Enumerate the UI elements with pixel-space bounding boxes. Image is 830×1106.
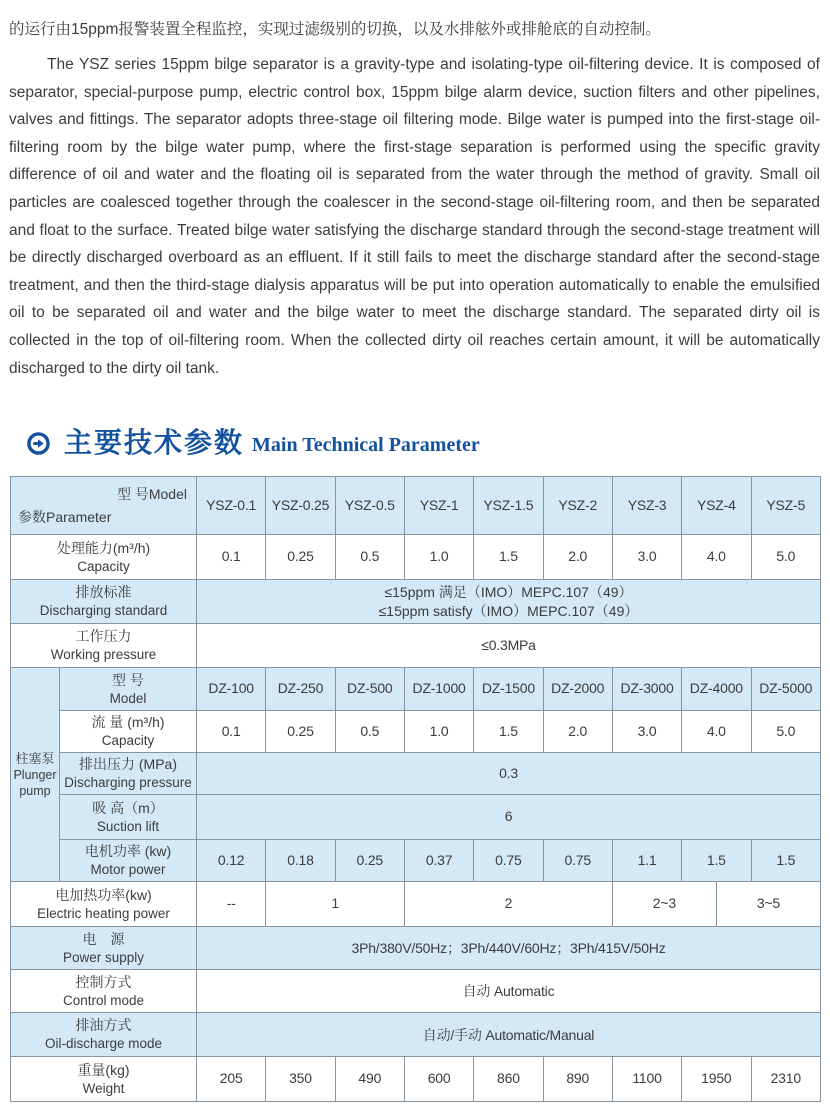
corner-cell: [11, 477, 197, 535]
row-label-en: Discharging standard: [39, 603, 168, 619]
value-cell: [751, 711, 821, 753]
value: 205: [219, 1070, 243, 1087]
row-label-cn: 电 源: [82, 930, 125, 947]
model-header-cell: [335, 477, 404, 535]
row-label-cn: 排油方式: [75, 1017, 132, 1034]
value: 860: [497, 1070, 520, 1087]
table-row-pump-pressure: [11, 753, 821, 795]
value: ≤0.3MPa: [481, 636, 536, 653]
intro-paragraph-cn: 的运行由15ppm报警装置全程监控，实现过滤级别的切换，以及水排舷外或排舱底的自动控制。: [9, 21, 661, 38]
value: DZ-1000: [412, 680, 466, 697]
row-label-en: Power supply: [62, 949, 145, 965]
value-cell: [543, 840, 612, 882]
value-cell: [751, 1057, 821, 1102]
value: 1.5: [776, 851, 796, 868]
value-cell: [474, 535, 543, 580]
value-cell: [335, 840, 404, 882]
value-cell: [612, 711, 681, 753]
row-label-en: Suction lift: [96, 818, 160, 834]
table-row-pump-model: [11, 668, 821, 711]
value: 490: [358, 1070, 382, 1087]
merged-value-cell: [197, 580, 821, 624]
table-row-control-mode: [11, 970, 821, 1013]
value: DZ-5000: [759, 680, 813, 697]
merged-value-cell: [197, 1013, 821, 1057]
table-row-capacity: [11, 535, 821, 580]
row-label-en: Working pressure: [50, 647, 157, 663]
value: 自动/手动 Automatic/Manual: [422, 1026, 595, 1043]
value: 890: [566, 1070, 590, 1087]
value-cell: [682, 840, 751, 882]
value-cell: [266, 535, 335, 580]
value-cell: [404, 535, 473, 580]
table-row-pump-capacity: [11, 711, 821, 753]
row-label: [11, 970, 197, 1013]
value: 1.0: [429, 548, 449, 565]
value-cell: [197, 840, 266, 882]
model-name: YSZ-2: [558, 496, 598, 513]
row-label-en: Oil-discharge mode: [44, 1036, 163, 1052]
row-label-en: Motor power: [90, 862, 166, 878]
standard-value-cn: ≤15ppm 满足（IMO）MEPC.107（49）: [384, 583, 633, 600]
value-cell: [751, 668, 821, 711]
pump-section-cn: 柱塞泵: [15, 751, 55, 767]
value-cell: [266, 882, 405, 927]
value: --: [226, 895, 236, 912]
row-label: [11, 535, 197, 580]
value-cell: [335, 1057, 404, 1102]
value: 3Ph/380V/50Hz；3Ph/440V/60Hz；3Ph/415V/50Hz: [351, 940, 666, 957]
row-label: [60, 753, 197, 795]
value-cell: [612, 1057, 681, 1102]
value: 600: [427, 1070, 451, 1087]
value: 0.1: [221, 548, 241, 565]
value-cell: [682, 711, 751, 753]
merged-value-cell: [197, 970, 821, 1013]
value: 2310: [770, 1070, 801, 1087]
model-header-cell: [404, 477, 473, 535]
model-header-cell: [197, 477, 266, 535]
pump-section-en: Plunger pump: [13, 768, 57, 799]
corner-label-model: 型 号Model: [116, 486, 187, 503]
value-cell: [474, 668, 543, 711]
value: 2.0: [568, 548, 588, 565]
intro-paragraph-en: The YSZ series 15ppm bilge separator is a gravity-type and isolating-type oil-filtering device. It is composed of separator, special-purpose pump, electric control box, 15ppm bilge alarm device, suction filters and other pipelines, valves and fittings. The separator adopts three-stage oil filtering mode. Bilge water is pumped into the first-stage oil-filtering room by the bilge water pump, where the first-stage separation is performed using the specific gravity difference of oil and water and the floating oil is separated from the water through the method of gravity. Small oil particles are coalesced together through the coalescer in the second-stage oil-filtering room, and then be separated and float to the surface. Treated bilge water satisfying the discharge standard through the second-stage treatment will be directly discharged overboard as an effluent. If it still fails to meet the discharge standard after the second-stage treatment, and then the third-stage dialysis apparatus will be put into operation automatically to enable the emulsified oil to be separated oil and water and the bilge water to meet the discharge standard. The separated dirty oil is collected in the top of oil-filtering room. When the collected dirty oil reaches certain amount, it will be automatically discharged to the dirty oil tank.: [9, 56, 820, 377]
model-name: YSZ-5: [766, 496, 806, 513]
table-row-power-supply: [11, 927, 821, 970]
row-label: [60, 840, 197, 882]
value-cell: [682, 1057, 751, 1102]
value: 350: [289, 1070, 312, 1087]
value: 2.0: [568, 722, 588, 739]
row-label-cn: 排放标准: [75, 584, 132, 601]
value: 5.0: [776, 722, 796, 739]
value-cell: [682, 535, 751, 580]
value: 0.25: [287, 548, 314, 565]
value: 4.0: [706, 722, 726, 739]
value: 0.18: [287, 851, 314, 868]
value-cell: [751, 840, 821, 882]
value-cell: [335, 535, 404, 580]
value: DZ-1500: [481, 680, 535, 697]
table-row-electric-heating: [11, 882, 821, 927]
row-label-cn: 型 号: [112, 671, 144, 688]
value: 1: [331, 895, 339, 912]
value-cell: [266, 1057, 335, 1102]
merged-value-cell: [197, 624, 821, 668]
value-cell: [612, 882, 716, 927]
row-label: [60, 795, 197, 840]
arrow-circle-icon: [27, 432, 50, 455]
table-row-suction-lift: [11, 795, 821, 840]
value: 3~5: [756, 895, 780, 912]
value-cell: [716, 882, 820, 927]
row-label-cn: 电机功率 (kw): [84, 843, 172, 860]
value-cell: [751, 535, 821, 580]
value-cell: [404, 1057, 473, 1102]
model-name: YSZ-1.5: [483, 496, 534, 513]
value: 1.5: [498, 548, 518, 565]
value: 0.5: [360, 722, 380, 739]
value: 1.0: [429, 722, 449, 739]
section-title-en: Main Technical Parameter: [252, 433, 480, 456]
row-label-cn: 控制方式: [75, 973, 132, 990]
value: 2~3: [652, 895, 676, 912]
value: 1.5: [498, 722, 518, 739]
standard-value-en: ≤15ppm satisfy（IMO）MEPC.107（49）: [378, 602, 639, 619]
value: 3.0: [637, 548, 657, 565]
row-label-cn: 电加热功率(kw): [55, 886, 152, 903]
row-label-cn: 流 量 (m³/h): [91, 714, 165, 731]
value: DZ-3000: [620, 680, 674, 697]
value: 4.0: [706, 548, 726, 565]
value-cell: [266, 668, 335, 711]
row-label-en: Electric heating power: [37, 905, 170, 921]
value-cell: [197, 535, 266, 580]
row-label-cn: 处理能力(m³/h): [56, 539, 151, 556]
value: 0.75: [495, 851, 522, 868]
value: 1.1: [637, 851, 657, 868]
section-heading: [27, 428, 820, 458]
model-header-cell: [266, 477, 335, 535]
row-label-cn: 重量(kg): [77, 1061, 130, 1078]
value: DZ-4000: [689, 680, 743, 697]
row-label: [11, 624, 197, 668]
value-cell: [335, 711, 404, 753]
row-label-en: Control mode: [62, 992, 145, 1008]
value: 2: [504, 895, 513, 912]
merged-value-cell: [197, 753, 821, 795]
row-label-cn: 吸 高（m）: [92, 799, 164, 816]
value-cell: [197, 668, 266, 711]
value-cell: [612, 840, 681, 882]
value: 0.1: [221, 722, 241, 739]
value: 0.25: [356, 851, 383, 868]
row-label: [11, 1013, 197, 1057]
value: 自动 Automatic: [462, 983, 555, 1000]
merged-value-cell: [197, 795, 821, 840]
row-label-en: Model: [109, 690, 147, 706]
merged-value-cell: [197, 927, 821, 970]
value: 0.75: [564, 851, 591, 868]
value-cell: [335, 668, 404, 711]
row-label: [60, 668, 197, 711]
model-name: YSZ-1: [419, 496, 459, 513]
value: DZ-100: [208, 680, 254, 697]
table-row-motor-power: [11, 840, 821, 882]
model-header-cell: [751, 477, 821, 535]
value-cell: [266, 711, 335, 753]
table-row-models: [11, 477, 821, 535]
value-cell: [404, 882, 612, 927]
model-header-cell: [682, 477, 751, 535]
value-cell: [197, 1057, 266, 1102]
table-row-oil-discharge: [11, 1013, 821, 1057]
value: DZ-250: [277, 680, 324, 697]
row-label-cn: 工作压力: [75, 628, 132, 645]
row-label-en: Discharging pressure: [64, 775, 192, 791]
model-name: YSZ-0.1: [206, 496, 257, 513]
model-header-cell: [474, 477, 543, 535]
value: 1950: [701, 1070, 732, 1087]
model-header-cell: [612, 477, 681, 535]
value: 0.3: [499, 764, 518, 781]
table-row-discharging-standard: [11, 580, 821, 624]
value: 0.37: [425, 851, 453, 868]
value-cell: [266, 840, 335, 882]
value-cell: [404, 840, 473, 882]
parameters-table: [10, 476, 821, 1102]
value-cell: [404, 668, 473, 711]
value-cell: [197, 711, 266, 753]
row-label: [11, 1057, 197, 1102]
value-cell: [612, 535, 681, 580]
value: DZ-500: [347, 680, 393, 697]
value-cell: [612, 668, 681, 711]
model-name: YSZ-0.5: [344, 496, 395, 513]
pump-section-label: [11, 668, 60, 882]
table-row-working-pressure: [11, 624, 821, 668]
row-label-cn: 排出压力 (MPa): [79, 756, 177, 773]
value-cell: [543, 535, 612, 580]
row-label-en: Capacity: [77, 558, 130, 574]
value-cell: [474, 840, 543, 882]
value: 1100: [632, 1070, 662, 1087]
value: 0.5: [360, 548, 380, 565]
model-header-cell: [543, 477, 612, 535]
value-cell: [543, 711, 612, 753]
model-name: YSZ-4: [697, 496, 736, 513]
value-cell: [197, 882, 266, 927]
value: 3.0: [637, 722, 657, 739]
row-label: [11, 580, 197, 624]
value-cell: [543, 668, 612, 711]
row-label: [60, 711, 197, 753]
value: 0.12: [217, 851, 245, 868]
value-cell: [404, 711, 473, 753]
model-name: YSZ-0.25: [271, 496, 330, 513]
value-cell: [682, 668, 751, 711]
corner-label-parameter: 参数Parameter: [18, 509, 112, 526]
value-cell: [474, 1057, 543, 1102]
value-cell: [474, 711, 543, 753]
row-label-en: Capacity: [101, 733, 155, 749]
value: 5.0: [776, 548, 796, 565]
value: 1.5: [706, 851, 726, 868]
section-title-cn: 主要技术参数: [64, 427, 245, 459]
table-row-weight: [11, 1057, 821, 1102]
value: DZ-2000: [551, 680, 605, 697]
value: 0.25: [287, 722, 314, 739]
row-label: [11, 927, 197, 970]
row-label: [11, 882, 197, 927]
model-name: YSZ-3: [627, 496, 667, 513]
value: 6: [504, 808, 513, 825]
row-label-en: Weight: [82, 1080, 125, 1096]
value-cell: [543, 1057, 612, 1102]
